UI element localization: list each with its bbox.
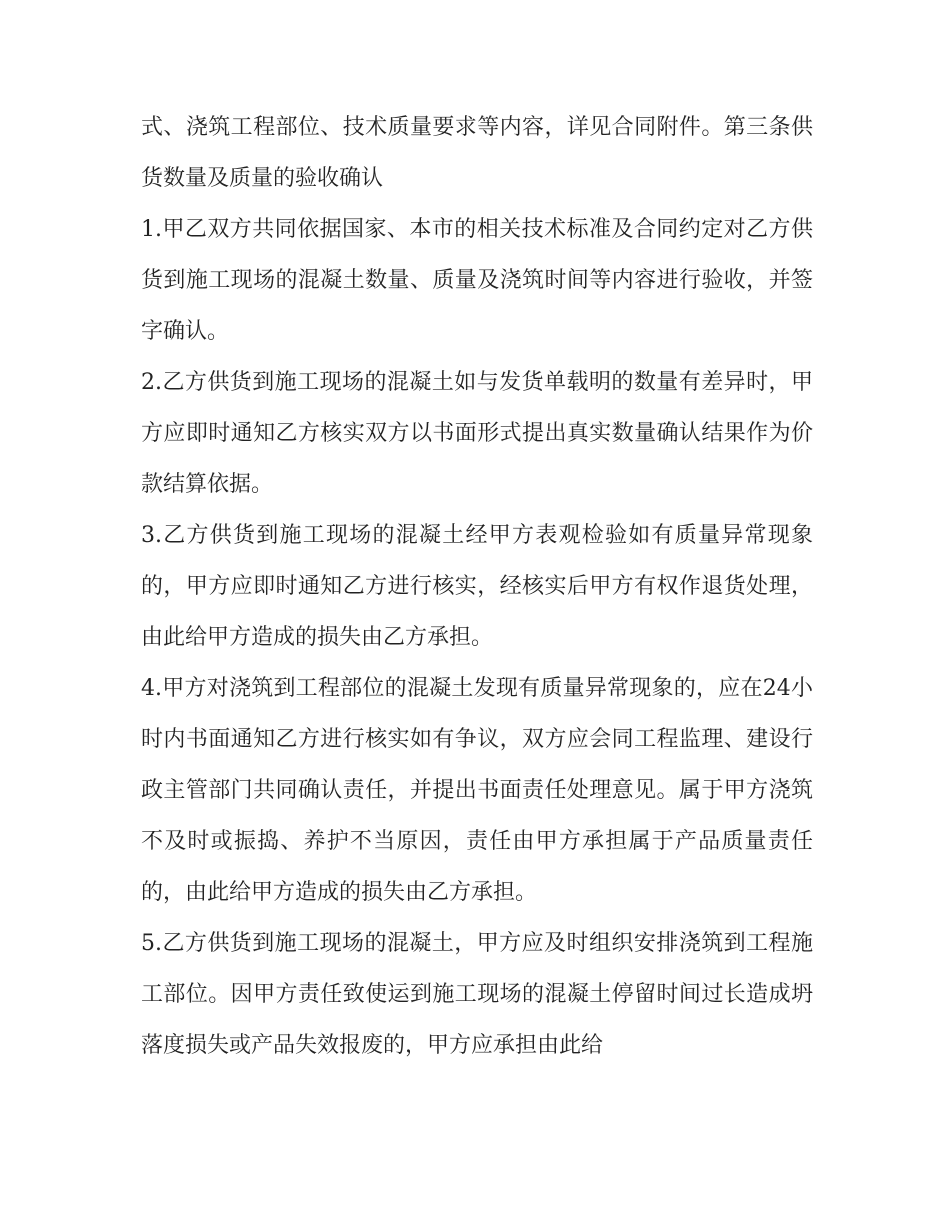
paragraph-clause-2: 2.乙方供货到施工现场的混凝土如与发货单载明的数量有差异时，甲方应即时通知乙方核实双方以书面形式提出真实数量确认结果作为价款结算依据。 (141, 370, 813, 497)
paragraph-clause-5: 5.乙方供货到施工现场的混凝土，甲方应及时组织安排浇筑到工程施工部位。因甲方责任致使运到施工现场的混凝土停留时间过长造成坍落度损失或产品失效报废的，甲方应承担由此给 (141, 931, 813, 1058)
paragraph-clause-1: 1.甲乙双方共同依据国家、本市的相关技术标准及合同约定对乙方供货到施工现场的混凝土数量、质量及浇筑时间等内容进行验收，并签字确认。 (141, 217, 813, 344)
paragraph-clause-3: 3.乙方供货到施工现场的混凝土经甲方表观检验如有质量异常现象的，甲方应即时通知乙方进行核实，经核实后甲方有权作退货处理，由此给甲方造成的损失由乙方承担。 (141, 523, 813, 650)
paragraph-intro: 式、浇筑工程部位、技术质量要求等内容，详见合同附件。第三条供货数量及质量的验收确认 (141, 115, 813, 191)
document-page (141, 102, 813, 1071)
paragraph-clause-4: 4.甲方对浇筑到工程部位的混凝土发现有质量异常现象的，应在24小时内书面通知乙方进行核实如有争议，双方应会同工程监理、建设行政主管部门共同确认责任，并提出书面责任处理意见。属于甲方浇筑不及时或振捣、养护不当原因，责任由甲方承担属于产品质量责任的，由此给甲方造成的损失由乙方承担。 (141, 676, 813, 905)
